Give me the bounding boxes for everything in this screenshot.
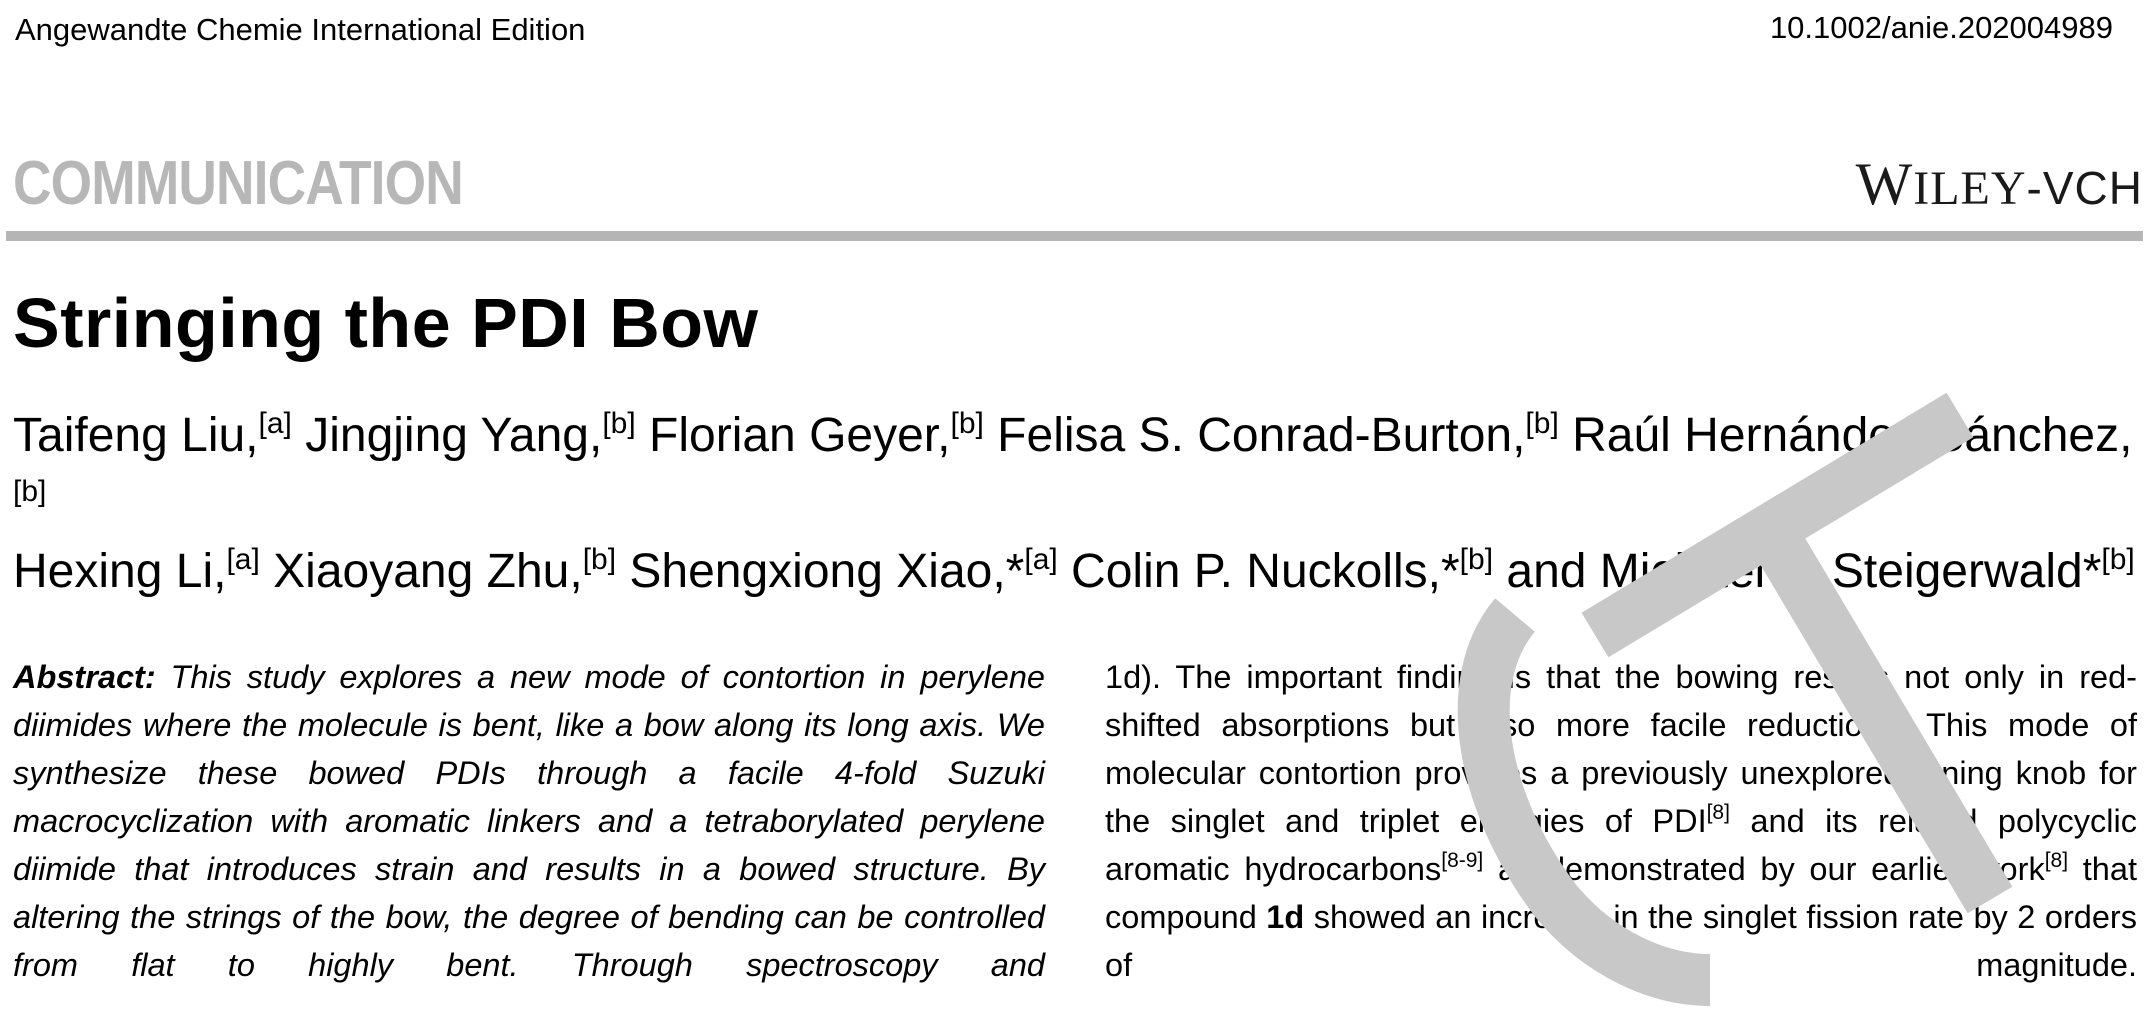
affiliation-mark: [b] bbox=[1525, 407, 1559, 440]
affiliation-mark: [b] bbox=[582, 543, 617, 576]
abstract-text: This study explores a new mode of contortion in perylene diimides where the molecule is bent, like a bow along its long axis. We synthesize these bowed PDIs through a facile 4-fold Suzuki macrocyclization with aromatic linkers and a tetraborylated perylene diimide that introduces strain and results in a bowed structure. By altering the strings of the bow, the degree of bending can be controlled from flat to highly bent. Through spectroscopy and bbox=[13, 659, 1045, 983]
publisher-logo-iley: ILEY bbox=[1913, 162, 2027, 215]
body-text: 1d). The important finding is that the bowing results not only in red-shifted absorptions but also more facile reductions. This mode of molecular contortion provides a previously unexplored tuning knob for the singlet and triplet energies of PDI bbox=[1105, 659, 2137, 839]
affiliation-mark: [b] bbox=[13, 475, 47, 508]
publisher-logo-sep: - bbox=[2026, 162, 2043, 214]
reference-mark[interactable]: [8] bbox=[2044, 849, 2069, 872]
body-text: and its related polycyclic aromatic hydrocarbons bbox=[1105, 803, 2137, 887]
publisher-logo-w: W bbox=[1855, 151, 1914, 217]
author: Raúl Hernández Sánchez,[b] bbox=[13, 409, 2133, 508]
doi[interactable]: 10.1002/anie.202004989 bbox=[1769, 10, 2113, 45]
author: Felisa S. Conrad-Burton,[b] bbox=[983, 407, 1559, 462]
header-rule bbox=[6, 231, 2143, 241]
section-label: COMMUNICATION bbox=[13, 149, 463, 218]
journal-name: Angewandte Chemie International Edition bbox=[15, 12, 586, 47]
author: and Michael L. Steigerwald*[b] bbox=[1493, 543, 2135, 598]
affiliation-mark: [b] bbox=[1459, 543, 1494, 576]
body-text: as demonstrated by our earlier work bbox=[1483, 851, 2045, 887]
affiliation-mark: [a] bbox=[226, 543, 260, 576]
affiliation-mark: [a] bbox=[1024, 543, 1058, 576]
abstract-paragraph bbox=[13, 653, 1045, 989]
affiliation-mark: [b] bbox=[602, 407, 636, 440]
author: Taifeng Liu,[a] bbox=[13, 407, 292, 462]
author: Colin P. Nuckolls,*[b] bbox=[1057, 543, 1494, 598]
body-text: that compound bbox=[1105, 851, 2137, 935]
article-title: Stringing the PDI Bow bbox=[13, 284, 759, 362]
body-text: showed an increase in the singlet fission rate by 2 orders of magnitude. bbox=[1105, 899, 2137, 983]
affiliation-mark: [b] bbox=[2101, 543, 2135, 576]
reference-mark[interactable]: [8] bbox=[1706, 801, 1730, 824]
author: Hexing Li,[a] bbox=[13, 543, 260, 598]
compound-label: 1d bbox=[1266, 899, 1305, 935]
publisher-logo-vch: VCH bbox=[2042, 162, 2143, 214]
publisher-logo bbox=[1856, 150, 2143, 219]
author-list bbox=[13, 402, 2153, 606]
author: Florian Geyer,[b] bbox=[635, 407, 984, 462]
reference-mark[interactable]: [8-9] bbox=[1441, 849, 1484, 872]
affiliation-mark: [a] bbox=[258, 407, 292, 440]
body-paragraph bbox=[1105, 653, 2137, 989]
affiliation-mark: [b] bbox=[950, 407, 984, 440]
author: Xiaoyang Zhu,[b] bbox=[259, 543, 617, 598]
author: Shengxiong Xiao,*[a] bbox=[616, 543, 1058, 598]
author: Jingjing Yang,[b] bbox=[291, 407, 636, 462]
abstract-label: Abstract: bbox=[13, 659, 156, 695]
